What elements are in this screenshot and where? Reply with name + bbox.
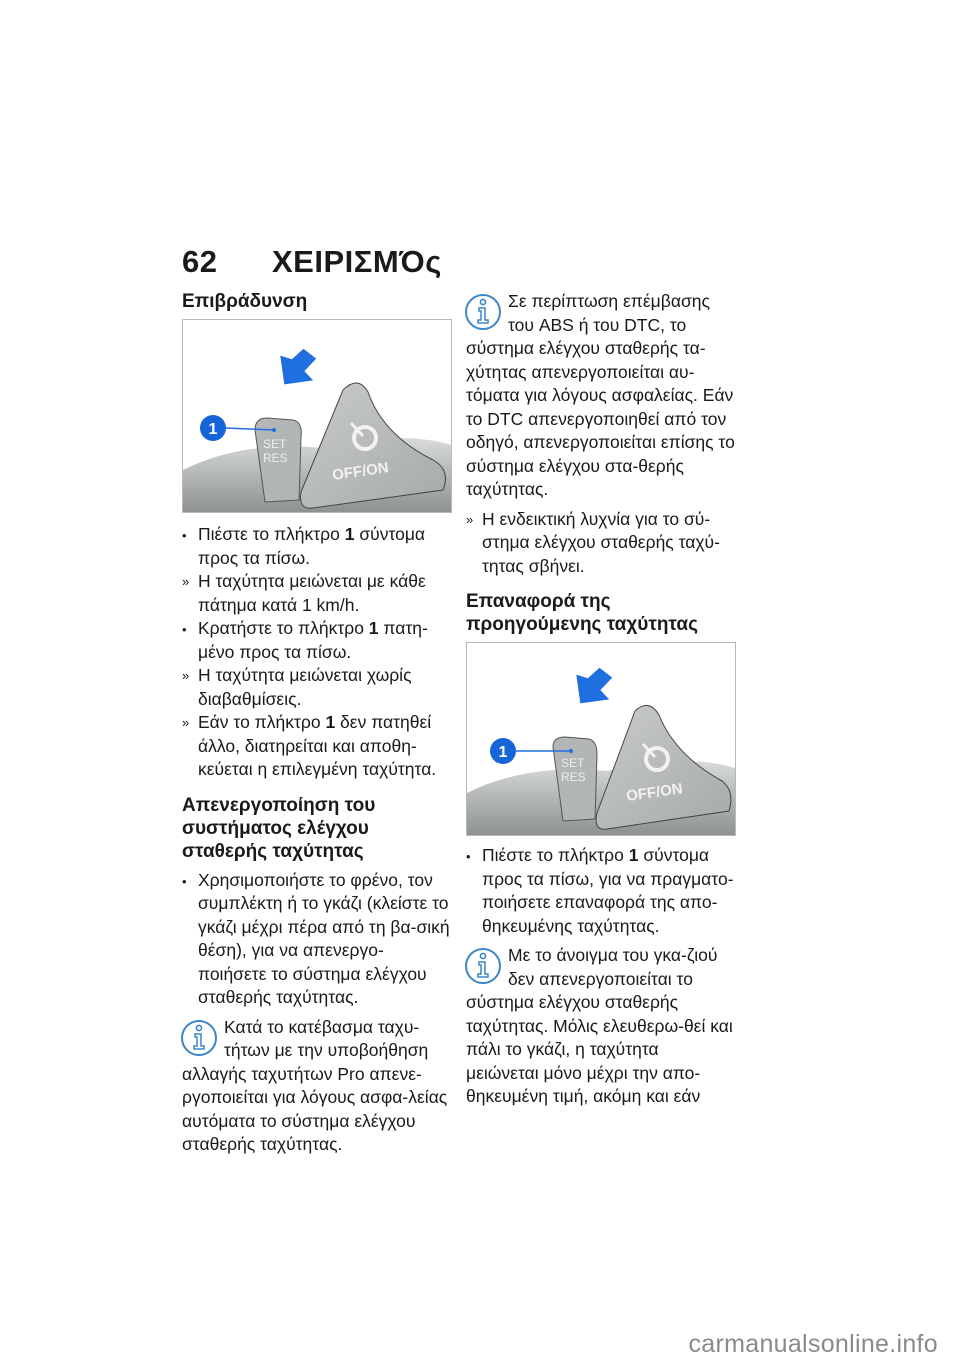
bullet-icon: • <box>466 849 471 864</box>
step-item: • Κρατήστε το πλήκτρο 1 πατη-μένο προς τα πίσω. <box>182 618 428 662</box>
right-column <box>466 290 736 1109</box>
handlebar-switch-illustration <box>467 643 735 835</box>
info-note: Με το άνοιγμα του γκα-ζιού δεν απενεργοποιείται το σύστημα ελέγχου σταθερής ταχύτητας. Μόλις ελευθερω-θεί και πάλι το γκάζι, η ταχύτητα μειώνεται μόνο μέχρι την απο-θηκευμένη τιμή, ακόμη και εάν <box>466 945 733 1106</box>
page-number: 62 <box>182 244 218 279</box>
deceleration-steps <box>182 523 452 782</box>
res-label: RES <box>561 770 586 784</box>
result-item: » Εάν το πλήκτρο 1 δεν πατηθεί άλλο, διατηρείται και αποθη-κεύεται η επιλεγμένη ταχύτητα. <box>182 712 437 779</box>
off-on-label: OFF/ON <box>625 780 684 805</box>
press-arrow-icon <box>572 665 613 708</box>
info-note: Σε περίπτωση επέμβασης του ABS ή του DTC, το σύστημα ελέγχου σταθερής τα-χύτητας απενεργοποιείται αυ-τόματα για λόγους ασφαλείας. Εάν το DTC απενεργοποιηθεί από τον οδηγό, απενεργοποιείται επίσης το σύστημα ελέγχου στα-θερής ταχύτητας. <box>466 291 735 499</box>
bullet-icon: • <box>182 528 187 543</box>
result-arrow-icon: » <box>466 511 474 527</box>
off-on-label: OFF/ON <box>331 459 390 484</box>
bullet-icon: • <box>182 622 187 637</box>
step-item: • Πιέστε το πλήκτρο 1 σύντομα προς τα πίσω. <box>182 524 426 568</box>
res-label: RES <box>263 451 288 465</box>
section-title-deactivation: Απενεργοποίηση του συστήματος ελέγχου σταθερής ταχύτητας <box>182 794 376 862</box>
section-title-resume: Επαναφορά της προηγούμενης ταχύτητας <box>466 591 698 635</box>
left-column <box>182 290 452 1157</box>
handlebar-switch-illustration <box>183 320 451 512</box>
result-arrow-icon: » <box>182 715 190 730</box>
set-label: SET <box>263 437 287 451</box>
section-title-deceleration: Επιβράδυνση <box>182 291 308 312</box>
result-arrow-icon: » <box>182 574 190 589</box>
watermark[interactable]: carmanualsonline.info <box>688 1330 938 1358</box>
figure-set-res-button-resume <box>466 642 736 836</box>
info-icon <box>464 946 502 986</box>
result-arrow-icon: » <box>182 668 190 683</box>
callout-number: 1 <box>208 421 218 438</box>
figure-set-res-button <box>182 319 452 513</box>
result-item: » Η ενδεικτική λυχνία για το σύ-στημα ελέγχου σταθερής ταχύ-τητας σβήνει. <box>466 508 720 576</box>
press-arrow-icon <box>276 346 317 389</box>
page-title <box>182 244 442 280</box>
result-item: » Η ταχύτητα μειώνεται με κάθε πάτημα κατά 1 km/h. <box>182 571 426 615</box>
step-item: • Χρησιμοποιήστε το φρένο, τον συμπλέκτη ή το γκάζι (κλείστε το γκάζι μέχρι πέρα από τη βα-σική θέση), για να απενεργο-ποιήσετε το σύστημα ελέγχου σταθερής ταχύτητας. <box>182 869 450 1007</box>
result-item: » Η ταχύτητα μειώνεται χωρίς διαβαθμίσεις. <box>182 665 412 709</box>
set-label: SET <box>561 756 585 770</box>
info-icon <box>180 1018 218 1058</box>
chapter-title: ΧΕΙΡΙΣΜΌς <box>272 244 442 279</box>
bullet-icon: • <box>182 873 187 889</box>
step-item: • Πιέστε το πλήκτρο 1 σύντομα προς τα πίσω, για να πραγματο-ποιήσετε επαναφορά της απο-θηκευμένης ταχύτητας. <box>466 845 734 936</box>
info-note: Κατά το κατέβασμα ταχυ-τήτων με την υποβοήθηση αλλαγής ταχυτήτων Pro απενε-ργοποιείται για λόγους ασφα-λείας αυτόματα το σύστημα ελέγχου σταθερής ταχύτητας. <box>182 1016 448 1154</box>
info-icon <box>464 292 502 332</box>
callout-number: 1 <box>498 744 508 761</box>
